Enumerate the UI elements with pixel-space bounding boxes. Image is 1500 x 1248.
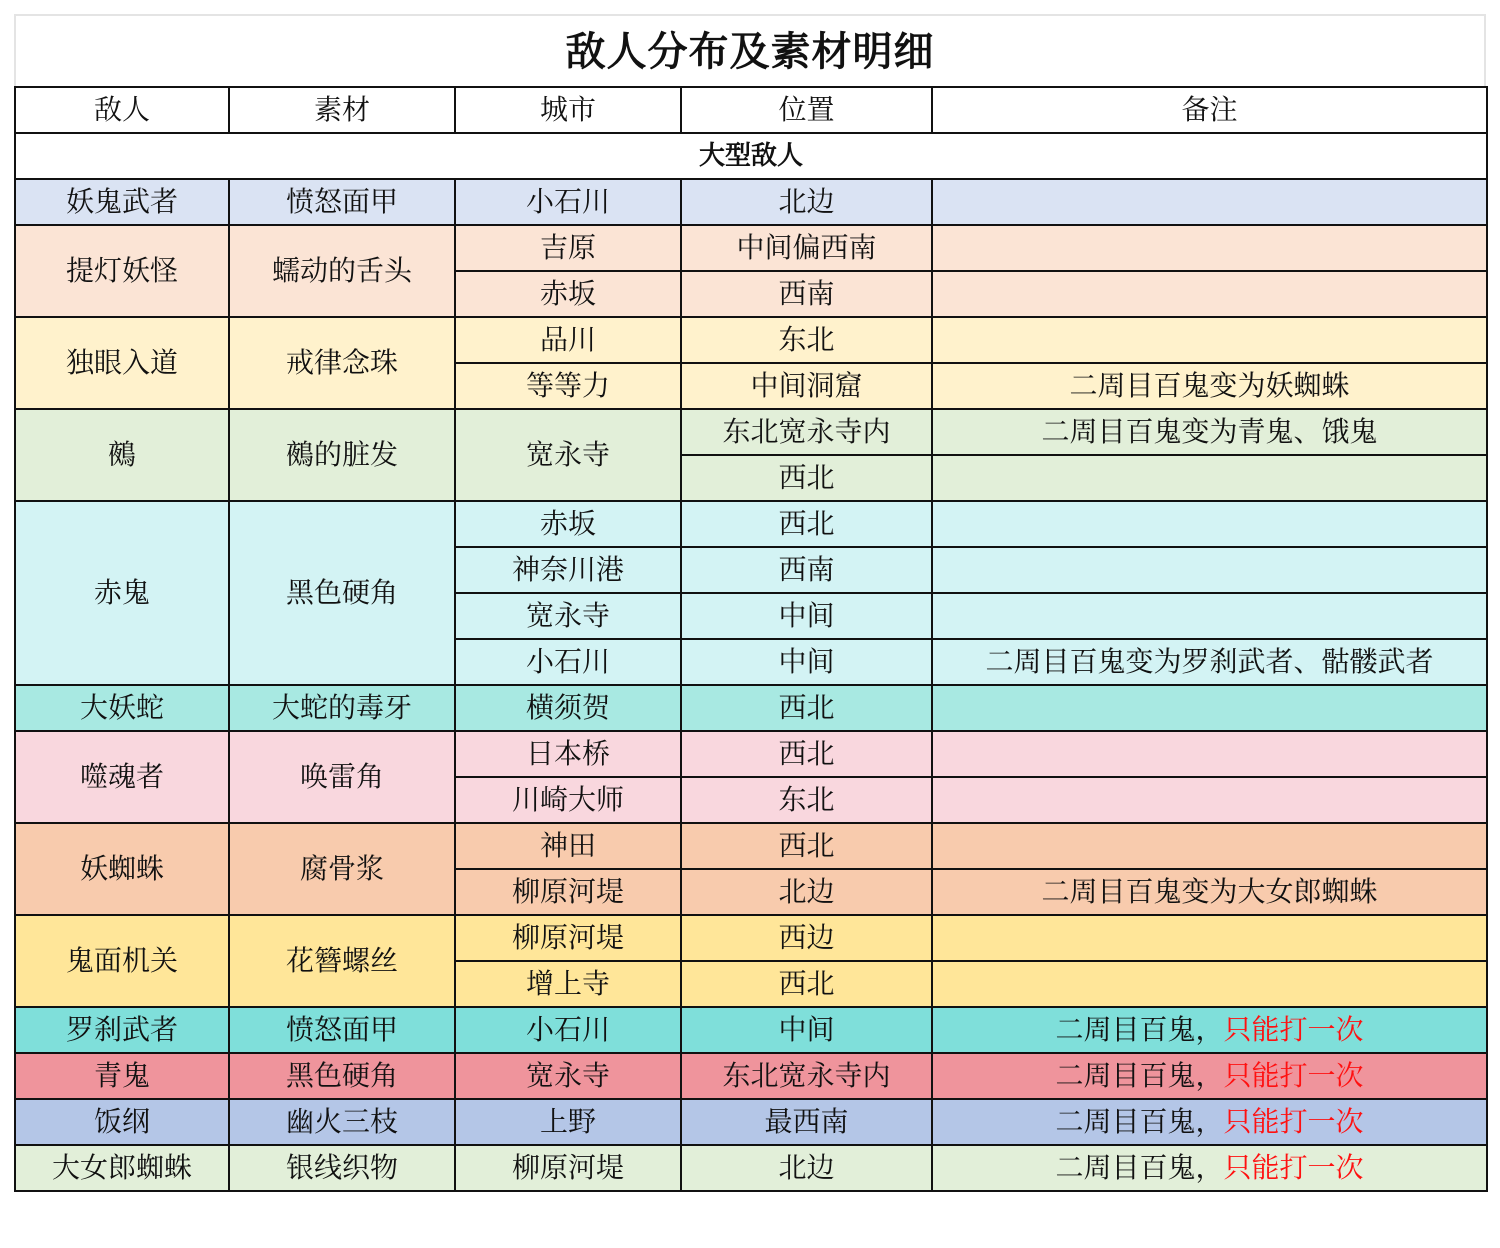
enemy-cell: 饭纲 xyxy=(15,1099,229,1145)
city-cell: 日本桥 xyxy=(455,731,681,777)
note-text: 二周目百鬼， xyxy=(1055,1105,1224,1138)
table-row xyxy=(15,409,1487,455)
note-text: 二周目百鬼变为青鬼、饿鬼 xyxy=(1041,415,1378,448)
enemy-cell: 妖蜘蛛 xyxy=(15,823,229,915)
city-cell: 吉原 xyxy=(455,225,681,271)
page-title: 敌人分布及素材明细 xyxy=(14,14,1486,86)
table-row xyxy=(15,501,1487,547)
location-cell: 中间偏西南 xyxy=(681,225,932,271)
note-cell xyxy=(932,823,1487,869)
city-cell: 柳原河堤 xyxy=(455,915,681,961)
enemy-cell: 噬魂者 xyxy=(15,731,229,823)
enemy-cell: 赤鬼 xyxy=(15,501,229,685)
location-cell: 西北 xyxy=(681,731,932,777)
enemy-cell: 青鬼 xyxy=(15,1053,229,1099)
enemy-cell: 大女郎蜘蛛 xyxy=(15,1145,229,1191)
location-cell: 中间 xyxy=(681,1007,932,1053)
note-cell xyxy=(932,271,1487,317)
location-cell: 西北 xyxy=(681,455,932,501)
note-cell xyxy=(932,731,1487,777)
note-cell xyxy=(932,869,1487,915)
location-cell: 北边 xyxy=(681,179,932,225)
city-cell: 宽永寺 xyxy=(455,409,681,501)
note-cell xyxy=(932,1053,1487,1099)
note-cell xyxy=(932,501,1487,547)
city-cell: 柳原河堤 xyxy=(455,869,681,915)
enemy-cell: 鬼面机关 xyxy=(15,915,229,1007)
material-cell: 腐骨浆 xyxy=(229,823,455,915)
note-cell xyxy=(932,915,1487,961)
note-highlight: 只能打一次 xyxy=(1223,1151,1364,1184)
header-enemy: 敌人 xyxy=(15,87,229,133)
city-cell: 小石川 xyxy=(455,639,681,685)
material-cell: 黑色硬角 xyxy=(229,501,455,685)
table-row xyxy=(15,1099,1487,1145)
note-cell xyxy=(932,179,1487,225)
table-body xyxy=(15,87,1487,1191)
note-cell xyxy=(932,225,1487,271)
location-cell: 西南 xyxy=(681,271,932,317)
location-cell: 北边 xyxy=(681,869,932,915)
note-cell xyxy=(932,1007,1487,1053)
city-cell: 宽永寺 xyxy=(455,1053,681,1099)
enemy-cell: 提灯妖怪 xyxy=(15,225,229,317)
table-row xyxy=(15,685,1487,731)
location-cell: 西北 xyxy=(681,685,932,731)
table-row xyxy=(15,915,1487,961)
note-cell xyxy=(932,363,1487,409)
enemy-cell: 鵺 xyxy=(15,409,229,501)
material-cell: 鵺的脏发 xyxy=(229,409,455,501)
note-cell xyxy=(932,1099,1487,1145)
note-cell xyxy=(932,409,1487,455)
enemy-cell: 罗刹武者 xyxy=(15,1007,229,1053)
note-cell xyxy=(932,685,1487,731)
note-text: 二周目百鬼， xyxy=(1055,1151,1224,1184)
location-cell: 西北 xyxy=(681,961,932,1007)
note-highlight: 只能打一次 xyxy=(1223,1013,1364,1046)
note-cell xyxy=(932,1145,1487,1191)
location-cell: 东北宽永寺内 xyxy=(681,409,932,455)
city-cell: 柳原河堤 xyxy=(455,1145,681,1191)
note-highlight: 只能打一次 xyxy=(1223,1059,1364,1092)
location-cell: 中间 xyxy=(681,639,932,685)
city-cell: 赤坂 xyxy=(455,271,681,317)
note-text: 二周目百鬼， xyxy=(1055,1013,1224,1046)
material-cell: 戒律念珠 xyxy=(229,317,455,409)
city-cell: 横须贺 xyxy=(455,685,681,731)
location-cell: 中间 xyxy=(681,593,932,639)
enemy-cell: 独眼入道 xyxy=(15,317,229,409)
table-row xyxy=(15,179,1487,225)
material-cell: 唤雷角 xyxy=(229,731,455,823)
location-cell: 中间洞窟 xyxy=(681,363,932,409)
header-note: 备注 xyxy=(932,87,1487,133)
note-cell xyxy=(932,777,1487,823)
note-cell xyxy=(932,639,1487,685)
note-cell xyxy=(932,961,1487,1007)
note-cell xyxy=(932,317,1487,363)
note-cell xyxy=(932,455,1487,501)
city-cell: 宽永寺 xyxy=(455,593,681,639)
enemy-cell: 大妖蛇 xyxy=(15,685,229,731)
note-text: 二周目百鬼变为大女郎蜘蛛 xyxy=(1041,875,1378,908)
note-highlight: 只能打一次 xyxy=(1223,1105,1364,1138)
note-text: 二周目百鬼变为罗刹武者、骷髅武者 xyxy=(985,645,1434,678)
header-location: 位置 xyxy=(681,87,932,133)
note-text: 二周目百鬼， xyxy=(1055,1059,1224,1092)
material-cell: 花簪螺丝 xyxy=(229,915,455,1007)
note-text: 二周目百鬼变为妖蜘蛛 xyxy=(1069,369,1350,402)
header-material: 素材 xyxy=(229,87,455,133)
city-cell: 增上寺 xyxy=(455,961,681,1007)
material-cell: 银线织物 xyxy=(229,1145,455,1191)
city-cell: 赤坂 xyxy=(455,501,681,547)
city-cell: 上野 xyxy=(455,1099,681,1145)
note-cell xyxy=(932,547,1487,593)
table-row xyxy=(15,1145,1487,1191)
location-cell: 北边 xyxy=(681,1145,932,1191)
location-cell: 最西南 xyxy=(681,1099,932,1145)
enemy-table xyxy=(14,86,1488,1192)
table-row xyxy=(15,1053,1487,1099)
table-row xyxy=(15,731,1487,777)
material-cell: 愤怒面甲 xyxy=(229,179,455,225)
material-cell: 黑色硬角 xyxy=(229,1053,455,1099)
location-cell: 东北宽永寺内 xyxy=(681,1053,932,1099)
location-cell: 东北 xyxy=(681,317,932,363)
table-row xyxy=(15,317,1487,363)
location-cell: 西北 xyxy=(681,823,932,869)
header-row xyxy=(15,87,1487,133)
table-row xyxy=(15,1007,1487,1053)
city-cell: 神田 xyxy=(455,823,681,869)
location-cell: 西边 xyxy=(681,915,932,961)
section-row xyxy=(15,133,1487,179)
table-row xyxy=(15,823,1487,869)
city-cell: 神奈川港 xyxy=(455,547,681,593)
note-cell xyxy=(932,593,1487,639)
material-cell: 愤怒面甲 xyxy=(229,1007,455,1053)
city-cell: 品川 xyxy=(455,317,681,363)
section-title: 大型敌人 xyxy=(15,133,1487,179)
material-cell: 蠕动的舌头 xyxy=(229,225,455,317)
enemy-cell: 妖鬼武者 xyxy=(15,179,229,225)
table-row xyxy=(15,225,1487,271)
material-cell: 大蛇的毒牙 xyxy=(229,685,455,731)
location-cell: 西北 xyxy=(681,501,932,547)
city-cell: 等等力 xyxy=(455,363,681,409)
header-city: 城市 xyxy=(455,87,681,133)
spreadsheet xyxy=(14,14,1486,1192)
city-cell: 小石川 xyxy=(455,179,681,225)
location-cell: 东北 xyxy=(681,777,932,823)
material-cell: 幽火三枝 xyxy=(229,1099,455,1145)
location-cell: 西南 xyxy=(681,547,932,593)
city-cell: 小石川 xyxy=(455,1007,681,1053)
city-cell: 川崎大师 xyxy=(455,777,681,823)
